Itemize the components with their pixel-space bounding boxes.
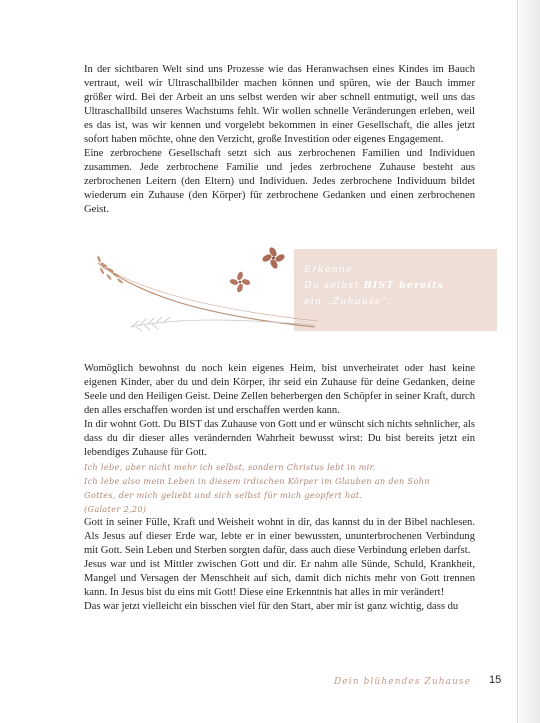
quote-reference: (Galater 2,20)	[84, 504, 147, 514]
callout-box	[294, 249, 497, 331]
flower-icon	[261, 246, 286, 270]
paragraph: In der sichtbaren Welt sind uns Prozesse wie das Heranwachsen eines Kindes im Bauch vertraut, weil wir Ultraschallbilder machen können und spüren, wie der Bauch immer größer wird. Bei der Arbeit an uns selbst werden wir aber schnell entmutigt, weil uns das Ultraschallbild unseres Wachstums fehlt. Wir wollen schnelle Veränderungen erleben, weil es das ist, was wir kennen und vorgelebt bekommen in einer Gesellschaft, die alles jetzt sofort haben möchte, ohne den Verzicht, große Investition oder eigenes Engagement.	[84, 64, 475, 145]
running-title: Dein blühendes Zuhause	[334, 677, 472, 687]
quote-line: Ich lebe also mein Leben in diesem irdischen Körper im Glauben an den Sohn	[84, 476, 430, 486]
paragraph: Jesus war und ist Mittler zwischen Gott und dir. Er nahm alle Sünde, Schuld, Krankheit, Mangel und Versagen der Menschheit auf sich, damit dich nichts mehr von Gott trennen kann. In Jesus bist du eins mit Gott! Diese eine Erkenntnis hat alles in mir verändert!	[84, 559, 475, 598]
callout-line-3: ein „Zuhause“.	[304, 296, 392, 307]
quote-line: Gottes, der mich geliebt und sich selbst für mich geopfert hat.	[84, 490, 363, 500]
bible-quote	[84, 460, 475, 516]
paragraph: Gott in seiner Fülle, Kraft und Weisheit wohnt in dir, das kannst du in der Bibel nachlesen. Als Jesus auf dieser Erde war, lebte er in einer bewussten, ununterbrochenen Verbindung mit Gott. Sein Leben und Sterben sorgten dafür, dass auch diese Verbindung erleben darfst.	[84, 517, 475, 556]
body-text-top	[84, 63, 475, 217]
paragraph: Das war jetzt vielleicht ein bisschen viel für den Start, aber mir ist ganz wichtig, dass du	[84, 601, 459, 612]
paragraph: In dir wohnt Gott. Du BIST das Zuhause von Gott und er wünscht sich nichts sehnlicher, als dass du dir dieser alles verändernden Wahrheit bewusst wirst: Du bist bereits jetzt ein lebendiges Zuhause für Gott.	[84, 419, 475, 458]
paragraph: Womöglich bewohnst du noch kein eigenes Heim, bist unverheiratet oder hast keine eigenen Kinder, aber du und dein Körper, ihr seid ein Zuhause für deine Gedanken, deine Seele und den Heiligen Geist. Deine Zellen beherbergen den Schöpfer in seiner Kraft, durch den alles erschaffen worden ist und erschaffen werden kann.	[84, 363, 475, 416]
callout-emphasis: BIST bereits	[363, 280, 445, 291]
page-edge-shadow	[518, 0, 540, 723]
quote-line: Ich lebe, aber nicht mehr ich selbst, sondern Christus lebt in mir.	[84, 462, 376, 472]
dried-grass-illustration	[90, 245, 320, 340]
callout-line-1: Erkenne:	[304, 264, 358, 275]
callout-line-2: Du selbst BIST bereits	[304, 280, 445, 291]
flower-icon	[229, 271, 251, 293]
paragraph: Eine zerbrochene Gesellschaft setzt sich aus zerbrochenen Familien und Individuen zusammen. Jede zerbrochene Familie und jedes zerbrochene Zuhause besteht aus zerbrochenen Leitern (den Eltern) und Individuen. Jedes zerbrochene Individuum bildet wiederum ein Zuhause (den Körper) für zerbrochene Gedanken und einen zerbrochenen Geist.	[84, 148, 475, 215]
body-text-bottom	[84, 362, 475, 614]
page-number: 15	[489, 674, 502, 686]
callout-text	[304, 262, 444, 310]
